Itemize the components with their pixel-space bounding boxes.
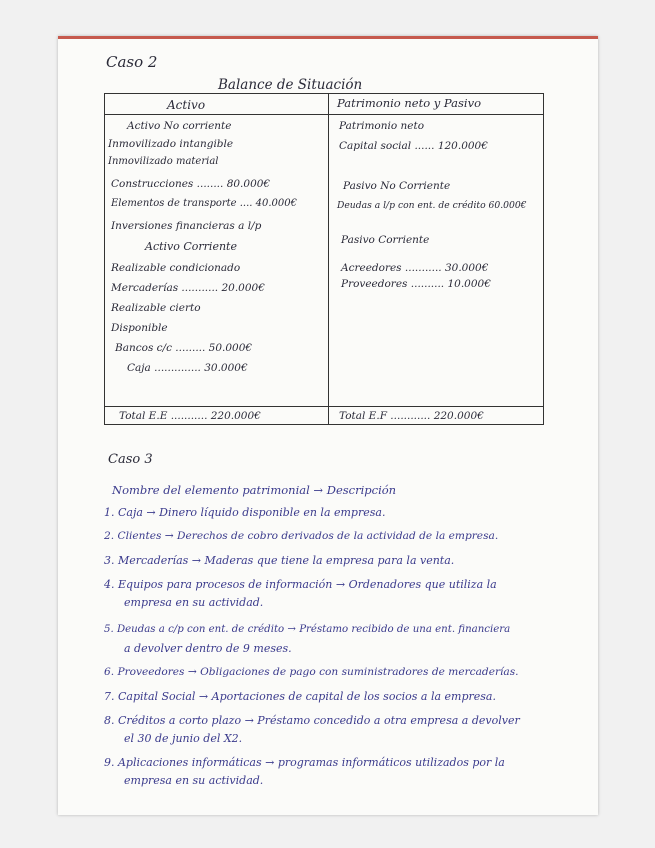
pasivo-line: Deudas a l/p con ent. de crédito 60.000€ [337,200,527,211]
activo-line: Mercaderías ........... 20.000€ [111,282,265,294]
pasivo-line: Pasivo Corriente [341,234,430,246]
total-pasivo: Total E.F ............ 220.000€ [339,410,484,422]
activo-line: Inmovilizado intangible [108,138,234,150]
activo-line: Construcciones ........ 80.000€ [111,178,271,190]
balance-title: Balance de Situación [218,77,363,93]
caso3-item: 8. Créditos a corto plazo → Préstamo concedido a otra empresa a devolver [104,714,520,727]
caso3-item: 1. Caja → Dinero líquido disponible en la empresa. [104,506,386,519]
activo-line: Realizable cierto [111,302,201,314]
activo-line: Elementos de transporte .... 40.000€ [111,198,298,209]
caso3-item: el 30 de junio del X2. [124,732,243,745]
notebook-page [58,36,598,815]
pasivo-line: Patrimonio neto [339,120,425,132]
activo-line: Activo Corriente [145,240,237,253]
caso3-intro: Nombre del elemento patrimonial → Descripción [112,483,397,497]
caso3-item: 4. Equipos para procesos de información → Ordenadores que utiliza la [104,578,497,591]
caso3-item: 5. Deudas a c/p con ent. de crédito → Préstamo recibido de una ent. financiera [104,624,511,635]
activo-line: Activo No corriente [127,120,232,132]
caso3-item: 2. Clientes → Derechos de cobro derivados de la actividad de la empresa. [104,530,499,542]
pasivo-line: Pasivo No Corriente [343,180,451,192]
pasivo-line: Acreedores ........... 30.000€ [341,262,489,274]
activo-line: Disponible [111,322,168,334]
caso3-item: 6. Proveedores → Obligaciones de pago con suministradores de mercaderías. [104,666,519,678]
caso3-item: empresa en su actividad. [124,596,264,609]
activo-line: Inmovilizado material [108,156,219,167]
caso3-heading: Caso 3 [108,452,153,467]
caso3-item: 7. Capital Social → Aportaciones de capital de los socios a la empresa. [104,690,496,703]
caso3-item: a devolver dentro de 9 meses. [124,642,292,655]
activo-line: Bancos c/c ......... 50.000€ [115,342,253,354]
activo-header: Activo [167,98,206,112]
activo-line: Caja .............. 30.000€ [127,362,248,374]
caso3-item: 3. Mercaderías → Maderas que tiene la empresa para la venta. [104,554,455,567]
table-header-rule [105,114,543,115]
caso3-item: 9. Aplicaciones informáticas → programas informáticos utilizados por la [104,756,505,769]
caso2-heading: Caso 2 [106,53,158,71]
pasivo-header: Patrimonio neto y Pasivo [337,96,482,110]
activo-line: Inversiones financieras a l/p [111,220,262,232]
table-divider-vertical [328,94,329,424]
activo-line: Realizable condicionado [111,262,241,274]
pasivo-line: Proveedores .......... 10.000€ [341,278,491,290]
pasivo-line: Capital social ...... 120.000€ [339,140,488,152]
table-total-rule [105,406,543,407]
total-activo: Total E.E ........... 220.000€ [119,410,261,422]
caso3-item: empresa en su actividad. [124,774,264,787]
balance-table [104,93,544,425]
